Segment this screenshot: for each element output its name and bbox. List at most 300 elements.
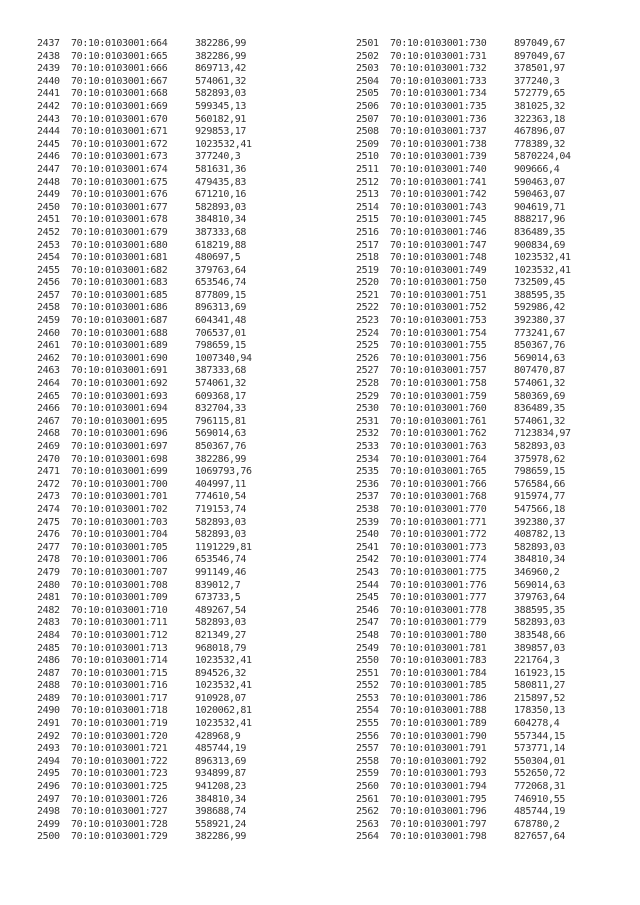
row-number: 2483: [37, 617, 60, 629]
row-number: 2463: [37, 365, 60, 377]
table-row: [37, 529, 295, 542]
cadastral-number: 70:10:0103001:666: [71, 63, 168, 75]
value-amount: 850367,76: [195, 441, 247, 452]
table-row: [356, 743, 614, 756]
cadastral-number: 70:10:0103001:790: [390, 730, 487, 742]
value-amount: 604341,48: [195, 315, 247, 327]
row-number: 2546: [356, 604, 379, 616]
cadastral-number: 70:10:0103001:777: [390, 592, 487, 604]
value-amount: 836489,35: [514, 226, 566, 238]
cadastral-number: 70:10:0103001:714: [71, 655, 168, 667]
row-number: 2535: [356, 466, 379, 478]
row-number: 2465: [37, 390, 60, 402]
row-number: 2475: [37, 516, 60, 528]
cadastral-number: 70:10:0103001:793: [390, 768, 487, 780]
table-row: [37, 265, 295, 278]
cadastral-number: 70:10:0103001:740: [390, 163, 487, 175]
value-amount: 382286,99: [195, 453, 247, 465]
row-number: 2459: [37, 315, 60, 327]
value-amount: 383548,66: [514, 629, 566, 641]
table-row: [37, 227, 295, 240]
value-amount: 732509,45: [514, 277, 566, 289]
value-amount: 1023532,41: [514, 264, 571, 276]
cadastral-number: 70:10:0103001:739: [390, 151, 487, 163]
row-number: 2519: [356, 264, 379, 276]
value-amount: 1023532,41: [195, 680, 252, 692]
value-amount: 574061,32: [514, 415, 566, 427]
value-amount: 836489,35: [514, 403, 566, 415]
value-amount: 869713,42: [195, 63, 247, 75]
value-amount: 384810,34: [195, 214, 247, 226]
value-amount: 796115,81: [195, 415, 247, 427]
value-amount: 1023532,41: [195, 655, 252, 667]
value-amount: 574061,32: [514, 378, 566, 390]
table-row: [356, 252, 614, 265]
table-row: [37, 504, 295, 517]
table-row: [356, 227, 614, 240]
table-row: [37, 768, 295, 781]
cadastral-number: 70:10:0103001:789: [390, 718, 487, 730]
table-row: [356, 365, 614, 378]
row-number: 2500: [37, 831, 60, 843]
row-number: 2538: [356, 503, 379, 515]
value-amount: 719153,74: [195, 503, 247, 515]
value-amount: 1007340,94: [195, 352, 252, 364]
row-number: 2534: [356, 453, 379, 465]
cadastral-number: 70:10:0103001:710: [71, 604, 168, 616]
cadastral-number: 70:10:0103001:667: [71, 75, 168, 87]
table-row: [356, 605, 614, 618]
cadastral-number: 70:10:0103001:798: [390, 831, 487, 843]
table-row: [356, 718, 614, 731]
value-amount: 1191229,81: [195, 541, 252, 553]
cadastral-number: 70:10:0103001:760: [390, 403, 487, 415]
row-number: 2514: [356, 201, 379, 213]
row-number: 2552: [356, 680, 379, 692]
value-amount: 582893,03: [195, 516, 247, 528]
row-number: 2539: [356, 516, 379, 528]
row-number: 2508: [356, 126, 379, 138]
row-number: 2442: [37, 100, 60, 112]
table-row: [356, 617, 614, 630]
cadastral-number: 70:10:0103001:700: [71, 478, 168, 490]
table-row: [356, 51, 614, 64]
row-number: 2481: [37, 592, 60, 604]
value-amount: 706537,01: [195, 327, 247, 339]
value-amount: 991149,46: [195, 566, 247, 578]
row-number: 2562: [356, 806, 379, 818]
cadastral-number: 70:10:0103001:689: [71, 340, 168, 352]
cadastral-number: 70:10:0103001:699: [71, 466, 168, 478]
row-number: 2455: [37, 264, 60, 276]
table-row: [356, 454, 614, 467]
row-number: 2557: [356, 743, 379, 755]
table-row: [356, 315, 614, 328]
value-amount: 590463,07: [514, 176, 566, 188]
value-amount: 480697,5: [195, 252, 241, 264]
value-amount: 5870224,04: [514, 151, 571, 163]
value-amount: 7123834,97: [514, 428, 571, 440]
table-row: [37, 454, 295, 467]
cadastral-number: 70:10:0103001:764: [390, 453, 487, 465]
cadastral-number: 70:10:0103001:694: [71, 403, 168, 415]
row-number: 2503: [356, 63, 379, 75]
cadastral-number: 70:10:0103001:712: [71, 629, 168, 641]
row-number: 2542: [356, 554, 379, 566]
table-row: [37, 794, 295, 807]
table-row: [356, 794, 614, 807]
cadastral-number: 70:10:0103001:678: [71, 214, 168, 226]
table-row: [37, 391, 295, 404]
table-row: [356, 328, 614, 341]
value-amount: 582893,03: [514, 617, 566, 629]
table-row: [37, 819, 295, 832]
table-row: [37, 365, 295, 378]
value-amount: 904619,71: [514, 201, 566, 213]
row-number: 2515: [356, 214, 379, 226]
row-number: 2527: [356, 365, 379, 377]
cadastral-number: 70:10:0103001:785: [390, 680, 487, 692]
table-row: [37, 252, 295, 265]
value-amount: 798659,15: [514, 466, 566, 478]
cadastral-number: 70:10:0103001:720: [71, 730, 168, 742]
table-row: [356, 831, 614, 844]
table-row: [37, 76, 295, 89]
cadastral-number: 70:10:0103001:775: [390, 566, 487, 578]
table-row: [37, 202, 295, 215]
cadastral-number: 70:10:0103001:745: [390, 214, 487, 226]
value-amount: 582893,03: [195, 88, 247, 100]
value-amount: 479435,83: [195, 176, 247, 188]
row-number: 2522: [356, 302, 379, 314]
table-row: [37, 605, 295, 618]
value-amount: 580811,27: [514, 680, 566, 692]
cadastral-number: 70:10:0103001:796: [390, 806, 487, 818]
table-row: [37, 643, 295, 656]
value-amount: 582893,03: [195, 617, 247, 629]
table-row: [37, 592, 295, 605]
table-row: [356, 630, 614, 643]
row-number: 2511: [356, 163, 379, 175]
table-row: [37, 214, 295, 227]
row-number: 2440: [37, 75, 60, 87]
table-row: [356, 693, 614, 706]
cadastral-number: 70:10:0103001:702: [71, 503, 168, 515]
value-amount: 839012,7: [195, 579, 241, 591]
cadastral-number: 70:10:0103001:721: [71, 743, 168, 755]
row-number: 2457: [37, 289, 60, 301]
value-amount: 915974,77: [514, 491, 566, 503]
cadastral-number: 70:10:0103001:748: [390, 252, 487, 264]
cadastral-number: 70:10:0103001:713: [71, 642, 168, 654]
row-number: 2498: [37, 806, 60, 818]
row-number: 2525: [356, 340, 379, 352]
row-number: 2489: [37, 692, 60, 704]
value-amount: 582893,03: [514, 441, 566, 452]
value-amount: 379763,64: [195, 264, 247, 276]
table-row: [37, 743, 295, 756]
table-row: [37, 277, 295, 290]
cadastral-number: 70:10:0103001:697: [71, 441, 168, 452]
row-number: 2496: [37, 781, 60, 793]
row-number: 2561: [356, 793, 379, 805]
table-row: [356, 202, 614, 215]
table-row: [356, 302, 614, 315]
value-amount: 671210,16: [195, 189, 247, 201]
cadastral-number: 70:10:0103001:788: [390, 705, 487, 717]
table-row: [356, 517, 614, 530]
row-number: 2513: [356, 189, 379, 201]
cadastral-number: 70:10:0103001:672: [71, 138, 168, 150]
row-number: 2492: [37, 730, 60, 742]
table-row: [37, 479, 295, 492]
cadastral-number: 70:10:0103001:723: [71, 768, 168, 780]
value-amount: 387333,68: [195, 226, 247, 238]
row-number: 2524: [356, 327, 379, 339]
table-row: [37, 617, 295, 630]
value-amount: 489267,54: [195, 604, 247, 616]
cadastral-number: 70:10:0103001:728: [71, 818, 168, 830]
row-number: 2564: [356, 831, 379, 843]
row-number: 2453: [37, 239, 60, 251]
cadastral-number: 70:10:0103001:733: [390, 75, 487, 87]
cadastral-number: 70:10:0103001:665: [71, 50, 168, 62]
cadastral-number: 70:10:0103001:783: [390, 655, 487, 667]
left-column: [37, 38, 295, 844]
value-amount: 388595,35: [514, 289, 566, 301]
cadastral-number: 70:10:0103001:682: [71, 264, 168, 276]
cadastral-number: 70:10:0103001:691: [71, 365, 168, 377]
value-amount: 897049,67: [514, 50, 566, 62]
table-row: [37, 731, 295, 744]
table-row: [37, 655, 295, 668]
table-row: [356, 705, 614, 718]
cadastral-number: 70:10:0103001:773: [390, 541, 487, 553]
value-amount: 215897,52: [514, 692, 566, 704]
row-number: 2447: [37, 163, 60, 175]
value-amount: 746910,55: [514, 793, 566, 805]
row-number: 2441: [37, 88, 60, 100]
table-row: [356, 88, 614, 101]
cadastral-number: 70:10:0103001:722: [71, 755, 168, 767]
row-number: 2461: [37, 340, 60, 352]
table-row: [356, 554, 614, 567]
row-number: 2504: [356, 75, 379, 87]
cadastral-number: 70:10:0103001:707: [71, 566, 168, 578]
cadastral-number: 70:10:0103001:705: [71, 541, 168, 553]
row-number: 2528: [356, 378, 379, 390]
cadastral-number: 70:10:0103001:670: [71, 113, 168, 125]
table-row: [356, 441, 614, 454]
row-number: 2495: [37, 768, 60, 780]
row-number: 2443: [37, 113, 60, 125]
row-number: 2507: [356, 113, 379, 125]
cadastral-number: 70:10:0103001:794: [390, 781, 487, 793]
cadastral-number: 70:10:0103001:732: [390, 63, 487, 75]
row-number: 2462: [37, 352, 60, 364]
cadastral-number: 70:10:0103001:671: [71, 126, 168, 138]
value-amount: 778389,32: [514, 138, 566, 150]
row-number: 2464: [37, 378, 60, 390]
value-amount: 604278,4: [514, 718, 560, 730]
value-amount: 558921,24: [195, 818, 247, 830]
table-row: [356, 265, 614, 278]
row-number: 2537: [356, 491, 379, 503]
value-amount: 569014,63: [195, 428, 247, 440]
row-number: 2480: [37, 579, 60, 591]
row-number: 2547: [356, 617, 379, 629]
value-amount: 389857,03: [514, 642, 566, 654]
row-number: 2550: [356, 655, 379, 667]
table-row: [356, 768, 614, 781]
row-number: 2505: [356, 88, 379, 100]
table-row: [37, 668, 295, 681]
table-row: [356, 101, 614, 114]
cadastral-number: 70:10:0103001:763: [390, 441, 487, 452]
value-amount: 832704,33: [195, 403, 247, 415]
table-row: [37, 189, 295, 202]
row-number: 2486: [37, 655, 60, 667]
table-row: [356, 139, 614, 152]
value-amount: 590463,07: [514, 189, 566, 201]
cadastral-number: 70:10:0103001:731: [390, 50, 487, 62]
table-row: [37, 403, 295, 416]
row-number: 2472: [37, 478, 60, 490]
table-row: [356, 504, 614, 517]
cadastral-number: 70:10:0103001:781: [390, 642, 487, 654]
row-number: 2548: [356, 629, 379, 641]
table-row: [37, 378, 295, 391]
cadastral-number: 70:10:0103001:765: [390, 466, 487, 478]
value-amount: 900834,69: [514, 239, 566, 251]
table-row: [37, 114, 295, 127]
table-row: [37, 718, 295, 731]
row-number: 2479: [37, 566, 60, 578]
row-number: 2554: [356, 705, 379, 717]
cadastral-number: 70:10:0103001:754: [390, 327, 487, 339]
cadastral-number: 70:10:0103001:753: [390, 315, 487, 327]
table-row: [356, 592, 614, 605]
table-row: [37, 88, 295, 101]
row-number: 2540: [356, 529, 379, 541]
value-amount: 877809,15: [195, 289, 247, 301]
row-number: 2454: [37, 252, 60, 264]
value-amount: 576584,66: [514, 478, 566, 490]
value-amount: 408782,13: [514, 529, 566, 541]
value-amount: 773241,67: [514, 327, 566, 339]
row-number: 2532: [356, 428, 379, 440]
cadastral-number: 70:10:0103001:693: [71, 390, 168, 402]
row-number: 2516: [356, 226, 379, 238]
value-amount: 574061,32: [195, 75, 247, 87]
value-amount: 346960,2: [514, 566, 560, 578]
cadastral-number: 70:10:0103001:768: [390, 491, 487, 503]
value-amount: 387333,68: [195, 365, 247, 377]
table-row: [37, 567, 295, 580]
table-row: [356, 428, 614, 441]
cadastral-number: 70:10:0103001:771: [390, 516, 487, 528]
row-number: 2559: [356, 768, 379, 780]
table-row: [356, 126, 614, 139]
value-amount: 774610,54: [195, 491, 247, 503]
value-amount: 467896,07: [514, 126, 566, 138]
cadastral-number: 70:10:0103001:711: [71, 617, 168, 629]
cadastral-number: 70:10:0103001:772: [390, 529, 487, 541]
cadastral-number: 70:10:0103001:696: [71, 428, 168, 440]
value-amount: 582893,03: [195, 529, 247, 541]
table-row: [37, 554, 295, 567]
cadastral-number: 70:10:0103001:692: [71, 378, 168, 390]
row-number: 2485: [37, 642, 60, 654]
table-row: [37, 328, 295, 341]
table-row: [37, 428, 295, 441]
table-row: [356, 542, 614, 555]
row-number: 2439: [37, 63, 60, 75]
cadastral-number: 70:10:0103001:736: [390, 113, 487, 125]
table-row: [356, 63, 614, 76]
table-row: [356, 806, 614, 819]
table-row: [37, 491, 295, 504]
row-number: 2541: [356, 541, 379, 553]
row-number: 2449: [37, 189, 60, 201]
table-row: [37, 630, 295, 643]
value-amount: 592986,42: [514, 302, 566, 314]
cadastral-number: 70:10:0103001:757: [390, 365, 487, 377]
cadastral-number: 70:10:0103001:708: [71, 579, 168, 591]
cadastral-number: 70:10:0103001:716: [71, 680, 168, 692]
table-row: [356, 680, 614, 693]
cadastral-number: 70:10:0103001:677: [71, 201, 168, 213]
value-amount: 388595,35: [514, 604, 566, 616]
row-number: 2502: [356, 50, 379, 62]
value-amount: 896313,69: [195, 302, 247, 314]
table-row: [356, 643, 614, 656]
row-number: 2451: [37, 214, 60, 226]
value-amount: 599345,13: [195, 100, 247, 112]
cadastral-number: 70:10:0103001:688: [71, 327, 168, 339]
table-row: [356, 164, 614, 177]
cadastral-number: 70:10:0103001:761: [390, 415, 487, 427]
table-row: [356, 731, 614, 744]
row-number: 2470: [37, 453, 60, 465]
value-amount: 377240,3: [514, 75, 560, 87]
cadastral-number: 70:10:0103001:681: [71, 252, 168, 264]
value-amount: 850367,76: [514, 340, 566, 352]
table-row: [37, 164, 295, 177]
value-amount: 547566,18: [514, 503, 566, 515]
row-number: 2452: [37, 226, 60, 238]
value-amount: 1069793,76: [195, 466, 252, 478]
table-row: [37, 781, 295, 794]
table-row: [356, 479, 614, 492]
cadastral-number: 70:10:0103001:738: [390, 138, 487, 150]
cadastral-number: 70:10:0103001:664: [71, 38, 168, 49]
table-row: [37, 63, 295, 76]
row-number: 2526: [356, 352, 379, 364]
cadastral-number: 70:10:0103001:676: [71, 189, 168, 201]
value-amount: 381025,32: [514, 100, 566, 112]
table-row: [356, 340, 614, 353]
cadastral-number: 70:10:0103001:795: [390, 793, 487, 805]
row-number: 2448: [37, 176, 60, 188]
row-number: 2469: [37, 441, 60, 452]
row-number: 2517: [356, 239, 379, 251]
value-amount: 485744,19: [514, 806, 566, 818]
row-number: 2445: [37, 138, 60, 150]
cadastral-number: 70:10:0103001:770: [390, 503, 487, 515]
row-number: 2458: [37, 302, 60, 314]
table-row: [37, 139, 295, 152]
